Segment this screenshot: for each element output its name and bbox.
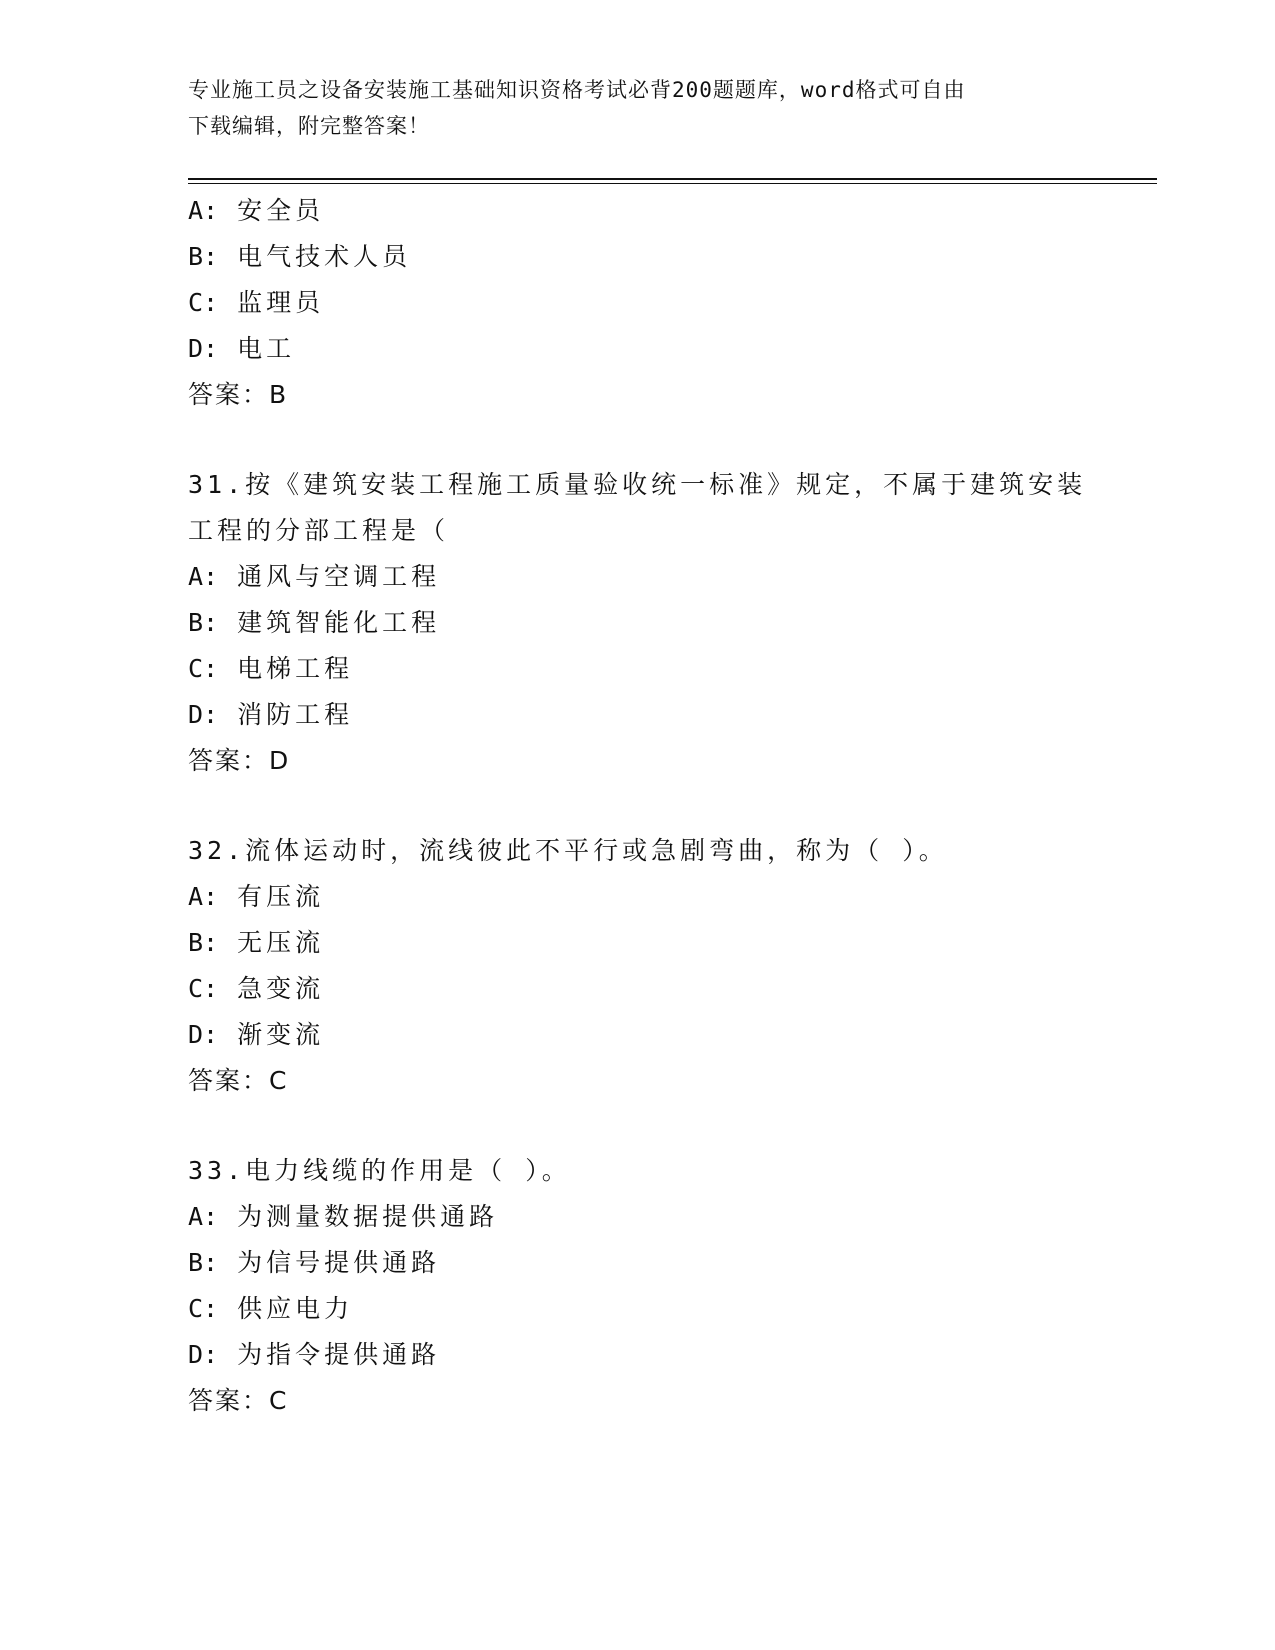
question-stem-line-1: 31.按《建筑安装工程施工质量验收统一标准》规定，不属于建筑安装 [188, 470, 1087, 499]
header-line-2: 下载编辑，附完整答案！ [188, 114, 430, 138]
option-b: B: 建筑智能化工程 [188, 608, 441, 637]
option-d: D: 渐变流 [188, 1020, 325, 1049]
question-31 [188, 462, 1088, 784]
option-c: C: 监理员 [188, 288, 325, 317]
option-d: D: 消防工程 [188, 700, 354, 729]
option-c: C: 急变流 [188, 974, 325, 1003]
option-d: D: 电工 [188, 334, 296, 363]
question-30 [188, 188, 1088, 418]
question-list [188, 188, 1088, 1424]
option-c: C: 供应电力 [188, 1294, 354, 1323]
question-stem [188, 1148, 1088, 1194]
option-a: A: 为测量数据提供通路 [188, 1202, 499, 1231]
header-divider [188, 178, 1157, 184]
option-a: A: 通风与空调工程 [188, 562, 441, 591]
header-line-1: 专业施工员之设备安装施工基础知识资格考试必背200题题库，word格式可自由 [188, 78, 966, 102]
option-b: B: 无压流 [188, 928, 325, 957]
option-a: A: 有压流 [188, 882, 325, 911]
question-stem-line-2: 工程的分部工程是（ [188, 516, 450, 545]
option-b: B: 电气技术人员 [188, 242, 412, 271]
question-stem [188, 828, 1088, 874]
option-c: C: 电梯工程 [188, 654, 354, 683]
option-b: B: 为信号提供通路 [188, 1248, 441, 1277]
answer: 答案：C [188, 1386, 289, 1415]
document-header [188, 72, 1088, 144]
question-stem-line-1: 33.电力线缆的作用是（ ）。 [188, 1156, 571, 1185]
answer: 答案：C [188, 1066, 289, 1095]
question-stem-line-1: 32.流体运动时，流线彼此不平行或急剧弯曲，称为（ ）。 [188, 836, 948, 865]
question-32 [188, 828, 1088, 1104]
question-stem [188, 462, 1088, 554]
answer: 答案：D [188, 746, 291, 775]
option-a: A: 安全员 [188, 196, 325, 225]
question-33 [188, 1148, 1088, 1424]
answer: 答案：B [188, 380, 289, 409]
option-d: D: 为指令提供通路 [188, 1340, 441, 1369]
